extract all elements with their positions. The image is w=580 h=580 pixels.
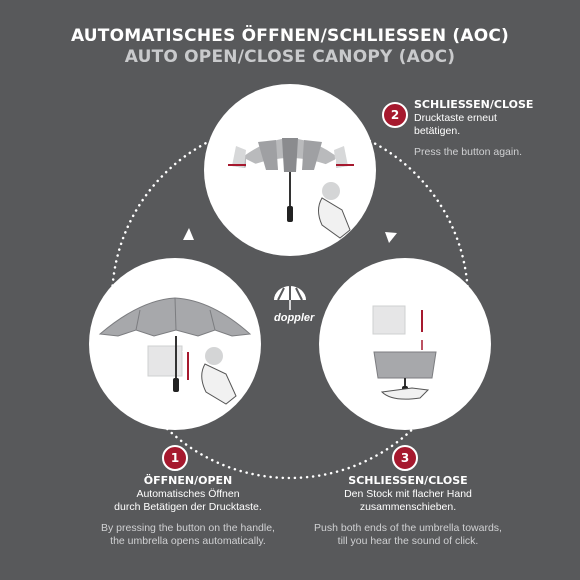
step-3-de-line-1: Den Stock mit flacher Hand: [344, 488, 472, 500]
step-1-de-line-1: Automatisches Öffnen: [136, 488, 240, 500]
brand-logo-text: doppler: [274, 312, 315, 324]
title-english: AUTO OPEN/CLOSE CANOPY (AOC): [124, 47, 456, 67]
step-2-badge: 2: [382, 102, 408, 128]
step-2-text: [414, 98, 574, 159]
step-3-de-line-2: zusammenschieben.: [359, 501, 457, 513]
title-german: AUTOMATISCHES ÖFFNEN/SCHLIESSEN (AOC): [70, 26, 510, 46]
step-3-heading: SCHLIESSEN/CLOSE: [348, 474, 468, 487]
step-2-heading: SCHLIESSEN/CLOSE: [414, 98, 534, 111]
step-3-en-line-2: till you hear the sound of click.: [337, 535, 479, 547]
step-2-de-line-1: Drucktaste erneut: [414, 112, 497, 124]
step-2-de-line-2: betätigen.: [414, 125, 461, 137]
step-1-text: [98, 474, 278, 548]
step-1-en-line-2: the umbrella opens automatically.: [110, 535, 266, 547]
step-2-en-line-1: Press the button again.: [414, 146, 522, 158]
step-1-badge: 1: [162, 445, 188, 471]
step-3-en-line-1: Push both ends of the umbrella towards,: [314, 522, 502, 534]
step-3-badge: 3: [392, 445, 418, 471]
step-1-de-line-2: durch Betätigen der Drucktaste.: [114, 501, 262, 513]
circle-step-3: [319, 258, 491, 430]
step-3-text: [308, 474, 508, 548]
step-1-heading: ÖFFNEN/OPEN: [143, 474, 233, 487]
arrow-down-right-icon: [385, 232, 397, 243]
step-1-en-line-1: By pressing the button on the handle,: [101, 522, 275, 534]
arrow-up-left-icon: [183, 228, 194, 240]
doppler-logo-icon: [274, 286, 306, 310]
